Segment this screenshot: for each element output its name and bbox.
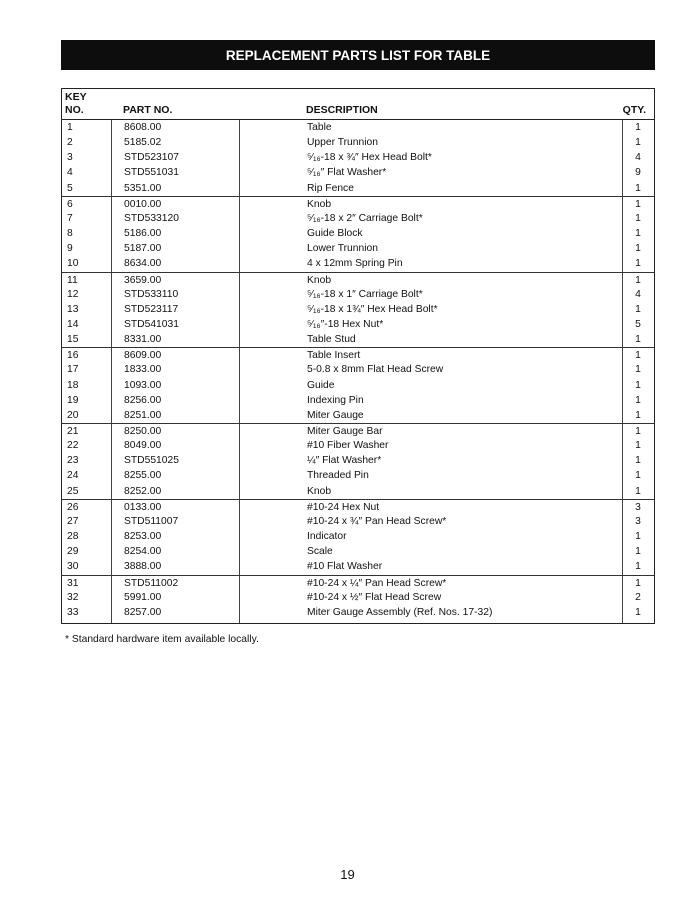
qty-cell: 5 <box>635 318 641 330</box>
description-cell: 5-0.8 x 8mm Flat Head Screw <box>307 364 444 376</box>
table-header <box>62 89 654 120</box>
qty-cell: 1 <box>635 137 641 149</box>
description-cell: #10 Flat Washer <box>307 561 383 573</box>
qty-cell: 1 <box>635 440 641 452</box>
table-row <box>62 605 654 620</box>
key-cell: 12 <box>67 288 79 300</box>
part-no-cell: 5187.00 <box>124 243 162 255</box>
table-row <box>62 332 654 347</box>
part-no-cell: 0010.00 <box>124 198 162 210</box>
table-row <box>62 135 654 150</box>
part-no-cell: 5351.00 <box>124 182 162 194</box>
table-row <box>62 256 654 271</box>
qty-cell: 1 <box>635 485 641 497</box>
qty-cell: 1 <box>635 350 641 362</box>
qty-cell: 1 <box>635 198 641 210</box>
table-row <box>62 196 654 211</box>
description-cell: ⁵⁄₁₆-18 x 2″ Carriage Bolt* <box>307 212 423 224</box>
key-cell: 32 <box>67 591 79 603</box>
description-cell: Scale <box>307 546 333 558</box>
part-no-cell: 8049.00 <box>124 440 162 452</box>
part-no-cell: 8253.00 <box>124 531 162 543</box>
header-part-no: PART NO. <box>123 104 173 116</box>
part-no-cell: 1833.00 <box>124 364 162 376</box>
table-row <box>62 423 654 438</box>
table-row <box>62 559 654 574</box>
part-no-cell: 8331.00 <box>124 334 162 346</box>
page-number: 19 <box>340 867 355 882</box>
table-row <box>62 393 654 408</box>
qty-cell: 3 <box>635 501 641 513</box>
header-description: DESCRIPTION <box>306 104 378 116</box>
qty-cell: 1 <box>635 546 641 558</box>
table-row <box>62 120 654 135</box>
part-no-cell: STD523117 <box>124 303 179 315</box>
part-no-cell: STD533120 <box>124 212 179 224</box>
key-cell: 9 <box>67 243 73 255</box>
description-cell: Knob <box>307 198 332 210</box>
table-row <box>62 241 654 256</box>
part-no-cell: 0133.00 <box>124 501 162 513</box>
key-cell: 20 <box>67 409 79 421</box>
part-no-cell: 8634.00 <box>124 258 162 270</box>
part-no-cell: STD511002 <box>124 577 179 589</box>
qty-cell: 2 <box>635 591 641 603</box>
qty-cell: 1 <box>635 228 641 240</box>
table-row <box>62 287 654 302</box>
qty-cell: 1 <box>635 379 641 391</box>
key-cell: 21 <box>67 426 79 437</box>
description-cell: #10 Fiber Washer <box>307 440 389 452</box>
table-row <box>62 347 654 362</box>
qty-cell: 1 <box>635 212 641 224</box>
key-cell: 3 <box>67 152 73 164</box>
qty-cell: 1 <box>635 394 641 406</box>
description-cell: #10-24 x ½″ Flat Head Screw <box>307 591 442 603</box>
key-cell: 25 <box>67 485 79 497</box>
table-row <box>62 226 654 241</box>
key-cell: 29 <box>67 546 79 558</box>
table-row <box>62 484 654 499</box>
header-key-line2: NO. <box>65 104 84 116</box>
qty-cell: 1 <box>635 606 641 618</box>
part-no-cell: 1093.00 <box>124 379 162 391</box>
parts-table <box>61 88 655 624</box>
table-row <box>62 378 654 393</box>
table-row <box>62 211 654 226</box>
description-cell: #10-24 Hex Nut <box>307 501 380 513</box>
part-no-cell: 5991.00 <box>124 591 162 603</box>
qty-cell: 1 <box>635 409 641 421</box>
description-cell: Miter Gauge Assembly (Ref. Nos. 17-32) <box>307 606 493 618</box>
description-cell: Threaded Pin <box>307 470 369 482</box>
qty-cell: 1 <box>635 364 641 376</box>
part-no-cell: 3888.00 <box>124 561 162 573</box>
qty-cell: 1 <box>635 334 641 346</box>
key-cell: 15 <box>67 334 79 346</box>
description-cell: Knob <box>307 274 332 286</box>
key-cell: 31 <box>67 577 79 589</box>
part-no-cell: 8608.00 <box>124 122 162 133</box>
qty-cell: 1 <box>635 561 641 573</box>
table-row <box>62 529 654 544</box>
part-no-cell: STD551031 <box>124 167 179 179</box>
qty-cell: 1 <box>635 426 641 437</box>
table-row <box>62 438 654 453</box>
table-row <box>62 590 654 605</box>
part-no-cell: STD541031 <box>124 318 179 330</box>
description-cell: #10-24 x ¾″ Pan Head Screw* <box>307 515 447 527</box>
description-cell: 4 x 12mm Spring Pin <box>307 258 403 270</box>
table-row <box>62 302 654 317</box>
key-cell: 30 <box>67 561 79 573</box>
table-row <box>62 453 654 468</box>
header-qty: QTY. <box>622 104 646 116</box>
qty-cell: 1 <box>635 258 641 270</box>
part-no-cell: STD523107 <box>124 152 179 164</box>
part-no-cell: 8256.00 <box>124 394 162 406</box>
part-no-cell: 3659.00 <box>124 274 162 286</box>
table-row <box>62 165 654 180</box>
part-no-cell: 5185.02 <box>124 137 162 149</box>
key-cell: 1 <box>67 122 73 133</box>
key-cell: 6 <box>67 198 73 210</box>
qty-cell: 1 <box>635 182 641 194</box>
description-cell: Miter Gauge <box>307 409 364 421</box>
key-cell: 4 <box>67 167 73 179</box>
description-cell: Upper Trunnion <box>307 137 378 149</box>
header-key-line1: KEY <box>65 91 87 103</box>
page-title: REPLACEMENT PARTS LIST FOR TABLE <box>61 40 655 70</box>
qty-cell: 1 <box>635 577 641 589</box>
key-cell: 13 <box>67 303 79 315</box>
description-cell: ⁵⁄₁₆-18 x ¾″ Hex Head Bolt* <box>307 152 432 164</box>
table-row <box>62 362 654 377</box>
key-cell: 33 <box>67 606 79 618</box>
key-cell: 24 <box>67 470 79 482</box>
key-cell: 26 <box>67 501 79 513</box>
part-no-cell: 8252.00 <box>124 485 162 497</box>
description-cell: Table Insert <box>307 350 361 362</box>
part-no-cell: STD511007 <box>124 515 179 527</box>
qty-cell: 1 <box>635 455 641 467</box>
qty-cell: 1 <box>635 470 641 482</box>
table-row <box>62 408 654 423</box>
key-cell: 16 <box>67 350 79 362</box>
qty-cell: 1 <box>635 243 641 255</box>
description-cell: Lower Trunnion <box>307 243 378 255</box>
description-cell: #10-24 x ¼″ Pan Head Screw* <box>307 577 447 589</box>
table-row <box>62 150 654 165</box>
qty-cell: 4 <box>635 288 641 300</box>
key-cell: 10 <box>67 258 79 270</box>
part-no-cell: STD533110 <box>124 288 179 300</box>
key-cell: 27 <box>67 515 79 527</box>
part-no-cell: 8257.00 <box>124 606 162 618</box>
key-cell: 18 <box>67 379 79 391</box>
part-no-cell: 8251.00 <box>124 409 162 421</box>
description-cell: Table Stud <box>307 334 356 346</box>
qty-cell: 3 <box>635 515 641 527</box>
key-cell: 19 <box>67 394 79 406</box>
key-cell: 23 <box>67 455 79 467</box>
description-cell: Guide <box>307 379 335 391</box>
qty-cell: 9 <box>635 167 641 179</box>
description-cell: ⁵⁄₁₆″ Flat Washer* <box>307 167 387 179</box>
description-cell: Indexing Pin <box>307 394 364 406</box>
table-row <box>62 544 654 559</box>
qty-cell: 1 <box>635 122 641 133</box>
description-cell: Rip Fence <box>307 182 354 194</box>
table-row <box>62 499 654 514</box>
description-cell: Knob <box>307 485 332 497</box>
key-cell: 22 <box>67 440 79 452</box>
footnote: * Standard hardware item available locally. <box>65 634 259 645</box>
part-no-cell: 5186.00 <box>124 228 162 240</box>
description-cell: Table <box>307 122 332 133</box>
description-cell: Miter Gauge Bar <box>307 426 383 437</box>
table-row <box>62 272 654 287</box>
key-cell: 7 <box>67 212 73 224</box>
key-cell: 14 <box>67 318 79 330</box>
key-cell: 5 <box>67 182 73 194</box>
table-row <box>62 514 654 529</box>
table-row <box>62 181 654 196</box>
description-cell: ¼″ Flat Washer* <box>307 455 382 467</box>
table-row <box>62 468 654 483</box>
key-cell: 28 <box>67 531 79 543</box>
part-no-cell: 8254.00 <box>124 546 162 558</box>
qty-cell: 1 <box>635 531 641 543</box>
description-cell: Guide Block <box>307 228 363 240</box>
table-row <box>62 317 654 332</box>
key-cell: 8 <box>67 228 73 240</box>
description-cell: ⁵⁄₁₆-18 x 1¾″ Hex Head Bolt* <box>307 303 438 315</box>
description-cell: ⁵⁄₁₆″-18 Hex Nut* <box>307 318 384 330</box>
key-cell: 2 <box>67 137 73 149</box>
table-row <box>62 575 654 590</box>
qty-cell: 1 <box>635 303 641 315</box>
key-cell: 11 <box>67 274 78 286</box>
part-no-cell: 8250.00 <box>124 426 162 437</box>
part-no-cell: STD551025 <box>124 455 179 467</box>
description-cell: Indicator <box>307 531 347 543</box>
key-cell: 17 <box>67 364 79 376</box>
qty-cell: 4 <box>635 152 641 164</box>
part-no-cell: 8255.00 <box>124 470 162 482</box>
part-no-cell: 8609.00 <box>124 350 162 362</box>
qty-cell: 1 <box>635 274 641 286</box>
description-cell: ⁵⁄₁₆-18 x 1″ Carriage Bolt* <box>307 288 423 300</box>
